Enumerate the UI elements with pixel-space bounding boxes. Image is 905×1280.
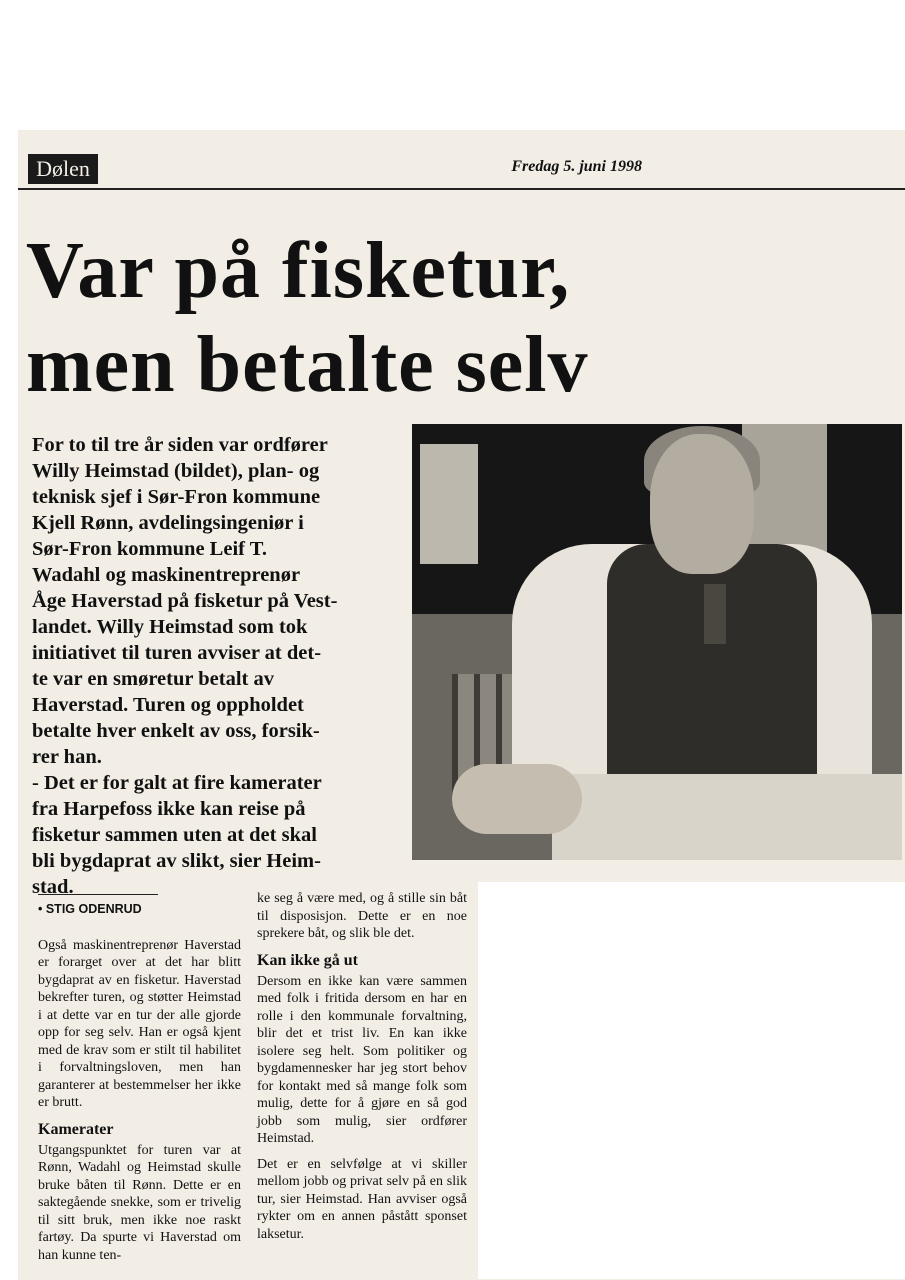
issue-date: Fredag 5. juni 1998	[511, 158, 642, 175]
article-column-1	[38, 878, 241, 1272]
lede-line: For to til tre år siden var ordfører	[32, 434, 328, 456]
lede-line: teknisk sjef i Sør-Fron kommune	[32, 486, 321, 508]
header-rule	[18, 188, 905, 190]
subheading: Kamerater	[38, 1120, 114, 1138]
lede-line: initiativet til turen avviser at det-	[32, 642, 322, 664]
lede-line: stad.	[32, 876, 74, 898]
lede-line: Haverstad. Turen og oppholdet	[32, 694, 304, 716]
lede-line: landet. Willy Heimstad som tok	[32, 616, 308, 638]
lede-line: rer han.	[32, 746, 102, 768]
lede-line: Sør-Fron kommune Leif T.	[32, 538, 267, 560]
lede-line: fisketur sammen uten at det skal	[32, 824, 317, 846]
photo-papers	[552, 774, 902, 860]
lede-line: te var en smøretur betalt av	[32, 668, 274, 690]
headline-line: Var på fisketur,	[26, 227, 571, 315]
paragraph: Utgangspunktet for turen var at Rønn, Wadahl og Heimstad skulle bruke båten til Rønn. Dette er en saktegående snekke, som er trivelig til sitt bruk, men ikke noe raskt fartøy. Da spurte vi Haverstad om han kunne ten-	[38, 1142, 241, 1263]
byline: • STIG ODENRUD	[38, 902, 142, 916]
paragraph: ke seg å være med, og å stille sin båt til disposisjon. Dette er en noe sprekere båt, og slik ble det.	[257, 891, 467, 941]
photo-vest	[607, 544, 817, 794]
lede-line: fra Harpefoss ikke kan reise på	[32, 798, 306, 820]
paragraph: Det er en selvfølge at vi skiller mellom jobb og privat selv på en slik tur, sier Heimstad. Han avviser også rykter om en annen påstått sponset laksetur.	[257, 1156, 467, 1242]
lede-line: Wadahl og maskinentreprenør	[32, 564, 301, 586]
lede-line: Åge Haverstad på fisketur på Vest-	[32, 590, 338, 612]
lede-line: Willy Heimstad (bildet), plan- og	[32, 460, 320, 482]
mayor-photo	[412, 424, 902, 860]
subheading: Kan ikke gå ut	[257, 951, 358, 969]
photo-hand	[452, 764, 582, 834]
headline-line: men betalte selv	[26, 321, 589, 409]
lede-line: betalte hver enkelt av oss, forsik-	[32, 720, 320, 742]
photo-box-left	[420, 444, 478, 564]
lede-line: Kjell Rønn, avdelingsingeniør i	[32, 512, 304, 534]
paragraph: Også maskinentreprenør Haverstad er forarget over at det har blitt bygdaprat av en fisketur. Haverstad bekrefter turen, og støtter Heimstad i at dette var en tur der alle gjorde opp for seg selv. Han er også kjent med de krav som er stilt til habilitet i forvaltningsloven, men han garanterer at bestemmelser her ikke er brutt.	[38, 937, 241, 1110]
paragraph: Dersom en ikke kan være sammen med folk i fritida dersom en har en rolle i den kommunale forvaltning, blir det et trist liv. En kan ikke isolere seg helt. Som politiker og bygdamennesker har jeg stort behov for kontakt med så mange folk som mulig, dette for å gjøre en så god jobb som mulig, sier ordfører Heimstad.	[257, 973, 467, 1146]
article-column-2	[257, 890, 467, 1251]
photo-tie	[704, 584, 726, 644]
lede-paragraph	[32, 432, 412, 900]
blank-paper-area	[478, 882, 905, 1279]
lede-line: bli bygdaprat av slikt, sier Heim-	[32, 850, 321, 872]
byline-rule	[38, 894, 158, 895]
photo-face	[650, 434, 754, 574]
masthead-logo: Dølen	[28, 154, 98, 184]
headline	[26, 224, 886, 412]
lede-line: - Det er for galt at fire kamerater	[32, 772, 322, 794]
